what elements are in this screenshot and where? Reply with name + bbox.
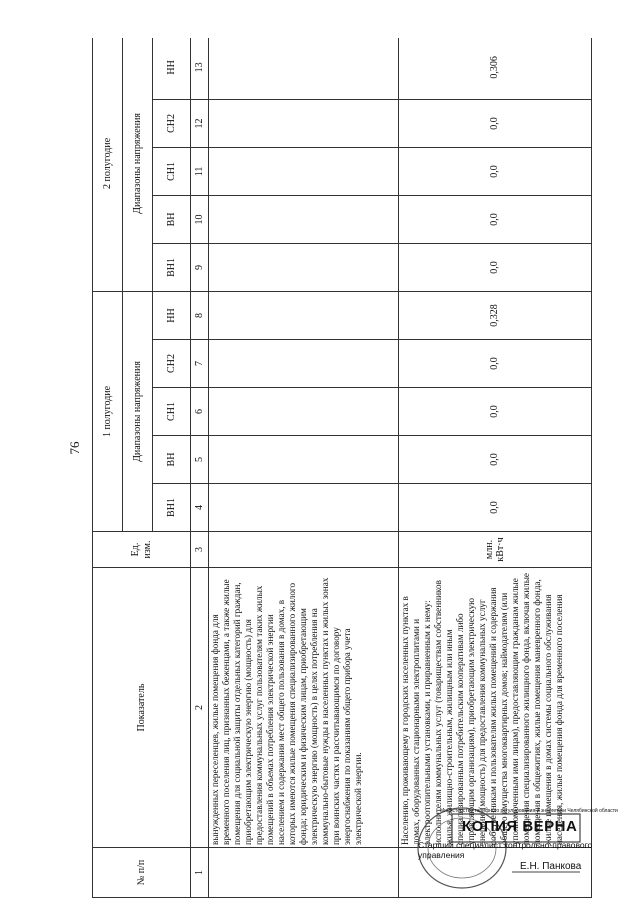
num-col-9: 9 [191, 243, 209, 291]
col-sn1-h1: СН1 [153, 388, 191, 436]
header-unit: Ед. изм. [93, 532, 191, 568]
col-vn1-h2: ВН1 [153, 243, 191, 291]
stamp-signer-name: Е.Н. Панкова [520, 861, 582, 872]
row2-h1-sn1: 0,0 [399, 388, 592, 436]
num-col-1: 1 [191, 848, 209, 898]
header-ranges-2: Диапазоны напряжения [123, 38, 153, 291]
row2-h2-vn1: 0,0 [399, 243, 592, 291]
stamp-organization: Министерство тарифного регулирования и энергетики Челябинской области [440, 808, 618, 814]
row1-cell-11 [209, 147, 399, 195]
tariff-balance-table [92, 38, 592, 898]
header-ranges-1: Диапазоны напряжения [123, 291, 153, 531]
row1-cell-4 [209, 484, 399, 532]
row2-indicator-text: Населению, проживающему в городских населенных пунктах в домах, оборудованных стационарными электроплитами и электроотопительными установками, и приравненным к нему: исполнителям коммунальных услуг (товариществам собственников жилья, жилищно-строительным, жилищным или иным специализированным потребительским кооперативам либо управляющим организациям), приобретающим электрическую энергию (мощность) для предоставления коммунальных услуг собственникам и пользователям жилых помещений и содержания общего имущества многоквартирных домов; наймодателям (или уполномоченным ими лицам), предоставляющим гражданам жилые помещения специализированного жилищного фонда, включая жилые помещения в общежитиях, жилые помещения маневренного фонда, жилые помещения в домах системы социального обслуживания населения, жилые помещения фонда для временного поселения [399, 568, 592, 848]
col-nn-h2: НН [153, 38, 191, 99]
header-half2: 2 полугодие [93, 38, 123, 291]
header-npp: № п/п [93, 848, 191, 898]
row2-h1-vn1: 0,0 [399, 484, 592, 532]
row1-cell-9 [209, 243, 399, 291]
stamp-title: КОПИЯ ВЕРНА [462, 818, 578, 835]
header-indicator: Показатель [93, 568, 191, 848]
num-col-13: 13 [191, 38, 209, 99]
row2-h2-sn1: 0,0 [399, 147, 592, 195]
col-nn-h1: НН [153, 291, 191, 339]
row2-h1-nn: 0,328 [399, 291, 592, 339]
row2-h2-vn: 0,0 [399, 195, 592, 243]
num-col-8: 8 [191, 291, 209, 339]
row1-indicator-text: вынужденных переселенцев, жилые помещения фонда для временного поселения лиц, признанных беженцами, а также жилые помещения для социальной защиты отдельных категорий граждан, приобретающим электрическую энергию (мощность) для предоставления коммунальных услуг пользователям таких жилых помещений в объемах потребления электрической энергии населением и содержания мест общего пользования в домах, в которых имеются жилые помещения специализированного жилого фонда; юридическим и физическим лицам, приобретающим электрическую энергию (мощность) в целях потребления на коммунально-бытовые нужды в населенных пунктах и жилых зонах при воинских частях и рассчитывающимся по договору энергоснабжения по показаниям общего прибора учета электрической энергии. [209, 568, 399, 848]
row2-h2-sn2: 0,0 [399, 99, 592, 147]
col-sn2-h2: СН2 [153, 99, 191, 147]
row2-h1-sn2: 0,0 [399, 340, 592, 388]
col-sn2-h1: СН2 [153, 340, 191, 388]
row2-h1-vn: 0,0 [399, 436, 592, 484]
row1-cell-7 [209, 340, 399, 388]
rotated-page-wrapper [92, 38, 592, 898]
row1-cell-5 [209, 436, 399, 484]
num-col-10: 10 [191, 195, 209, 243]
num-col-7: 7 [191, 340, 209, 388]
row1-cell-13 [209, 38, 399, 99]
num-col-4: 4 [191, 484, 209, 532]
num-col-11: 11 [191, 147, 209, 195]
col-vn-h2: ВН [153, 195, 191, 243]
num-col-12: 12 [191, 99, 209, 147]
header-half1: 1 полугодие [93, 291, 123, 531]
row1-cell-12 [209, 99, 399, 147]
num-col-6: 6 [191, 388, 209, 436]
rotated-table-area [92, 38, 592, 898]
col-vn-h1: ВН [153, 436, 191, 484]
row1-num [209, 848, 399, 898]
page-number: 76 [67, 441, 82, 455]
row1-unit [209, 532, 399, 568]
col-vn1-h1: ВН1 [153, 484, 191, 532]
col-sn1-h2: СН1 [153, 147, 191, 195]
row1-cell-10 [209, 195, 399, 243]
num-col-5: 5 [191, 436, 209, 484]
num-col-2: 2 [191, 568, 209, 848]
stamp-position: Старший специалист контрольно-правового управления [418, 840, 593, 860]
num-col-3: 3 [191, 532, 209, 568]
row2-h2-nn: 0,306 [399, 38, 592, 99]
row2-unit: млн. кВт·ч [399, 532, 592, 568]
row1-cell-6 [209, 388, 399, 436]
row1-cell-8 [209, 291, 399, 339]
